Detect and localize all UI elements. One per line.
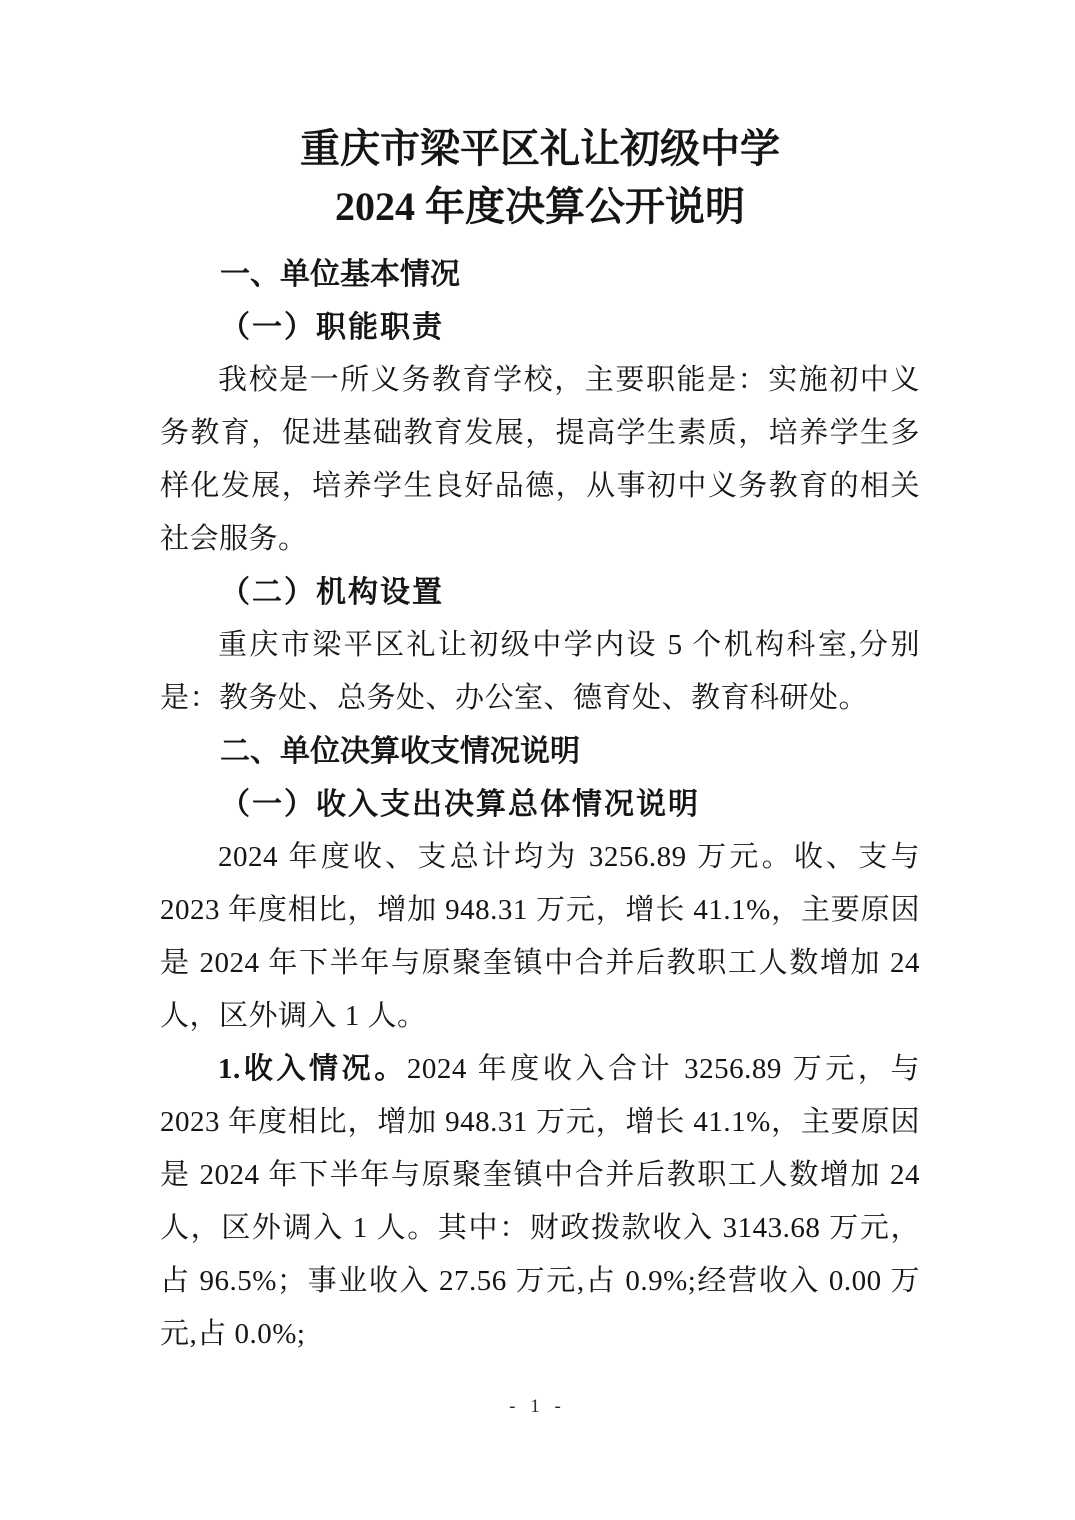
document-title [160, 120, 920, 236]
paragraph-org-structure: 重庆市梁平区礼让初级中学内设 5 个机构科室,分别是：教务处、总务处、办公室、德育处、教育科研处。 [160, 629, 920, 714]
page-footer [0, 1396, 1075, 1418]
paragraph-income-detail [160, 1043, 920, 1361]
title-line-1: 重庆市梁平区礼让初级中学 [300, 126, 780, 171]
paragraph-duties: 我校是一所义务教育学校，主要职能是：实施初中义务教育，促进基础教育发展，提高学生素质，培养学生多样化发展，培养学生良好品德，从事初中义务教育的相关社会服务。 [160, 364, 920, 555]
document-content [160, 248, 920, 1361]
heading-section-2-budget-statement: 二、单位决算收支情况说明 [220, 735, 580, 768]
heading-1-2-org-structure: （二）机构设置 [220, 576, 444, 609]
heading-2-1-overall-statement: （一）收入支出决算总体情况说明 [220, 788, 700, 821]
heading-1-1-duties: （一）职能职责 [220, 311, 444, 344]
paragraph-overall-budget: 2024 年度收、支总计均为 3256.89 万元。收、支与 2023 年度相比，增加 948.31 万元，增长 41.1%，主要原因是 2024 年下半年与原聚奎镇中合并后教职工人数增加 24 人，区外调入 1 人。 [160, 841, 920, 1032]
income-lead-label: 1.收入情况。 [218, 1053, 407, 1085]
title-line-2: 2024 年度决算公开说明 [335, 184, 745, 229]
income-detail-text: 2024 年度收入合计 3256.89 万元，与 2023 年度相比，增加 948.31 万元，增长 41.1%，主要原因是 2024 年下半年与原聚奎镇中合并后教职工人数增加 24 人，区外调入 1 人。其中：财政拨款收入 3143.68 万元，占 96.5%；事业收入 27.56 万元,占 0.9%;经营收入 0.00 万元,占 0.0%; [160, 1053, 920, 1350]
heading-section-1-basic-info: 一、单位基本情况 [220, 258, 460, 291]
page-number: - 1 - [509, 1396, 566, 1417]
